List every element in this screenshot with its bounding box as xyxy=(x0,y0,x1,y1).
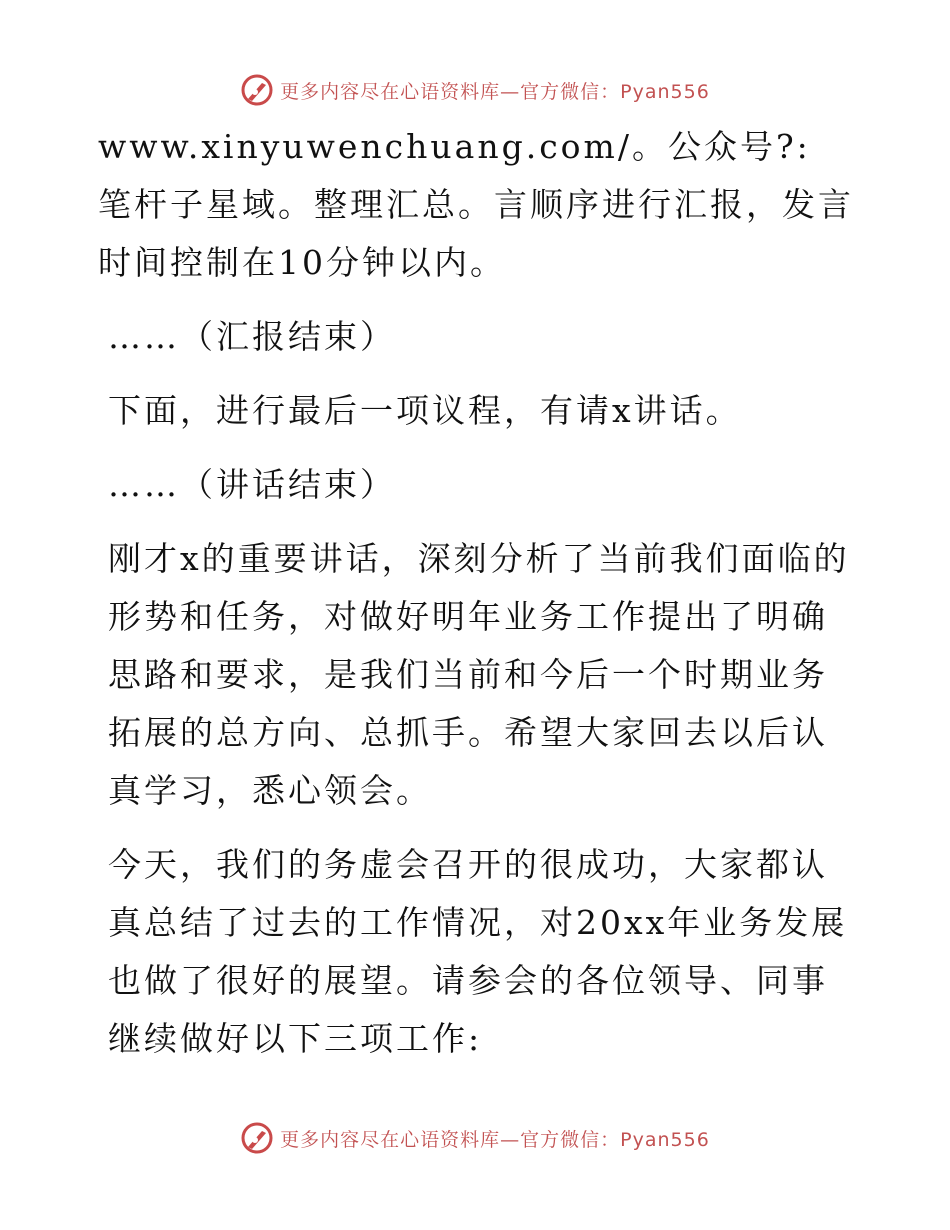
header-banner-label: 更多内容尽在心语资料库—官方微信： xyxy=(280,80,621,103)
paragraph-2: ……（汇报结束） xyxy=(108,317,396,356)
header-banner-text xyxy=(280,77,710,104)
header-banner-wechat: Pyan556 xyxy=(620,80,710,103)
paragraph-3: 下面，进行最后一项议程，有请x讲话。 xyxy=(108,391,742,430)
footer-banner-text xyxy=(280,1125,710,1152)
pen-logo-icon xyxy=(240,73,274,107)
pen-logo-icon xyxy=(240,1121,274,1155)
header-banner xyxy=(0,68,950,112)
paragraph-4: ……（讲话结束） xyxy=(108,465,396,504)
paragraph-6: 今天，我们的务虚会召开的很成功，大家都认真总结了过去的工作情况，对20xx年业务发展也做了很好的展望。请参会的各位领导、同事继续做好以下三项工作: xyxy=(108,845,848,1058)
paragraph-1: www.xinyuwenchuang.com/。公众号?: 笔杆子星域。整理汇总。言顺序进行汇报，发言时间控制在10分钟以内。 xyxy=(98,127,854,282)
document-body xyxy=(98,118,858,1084)
footer-banner xyxy=(0,1116,950,1160)
paragraph-5: 刚才x的重要讲话，深刻分析了当前我们面临的形势和任务，对做好明年业务工作提出了明确思路和要求，是我们当前和今后一个时期业务拓展的总方向、总抓手。希望大家回去以后认真学习，悉心领会。 xyxy=(108,539,850,810)
footer-banner-label: 更多内容尽在心语资料库—官方微信： xyxy=(280,1128,621,1151)
footer-banner-wechat: Pyan556 xyxy=(620,1128,710,1151)
